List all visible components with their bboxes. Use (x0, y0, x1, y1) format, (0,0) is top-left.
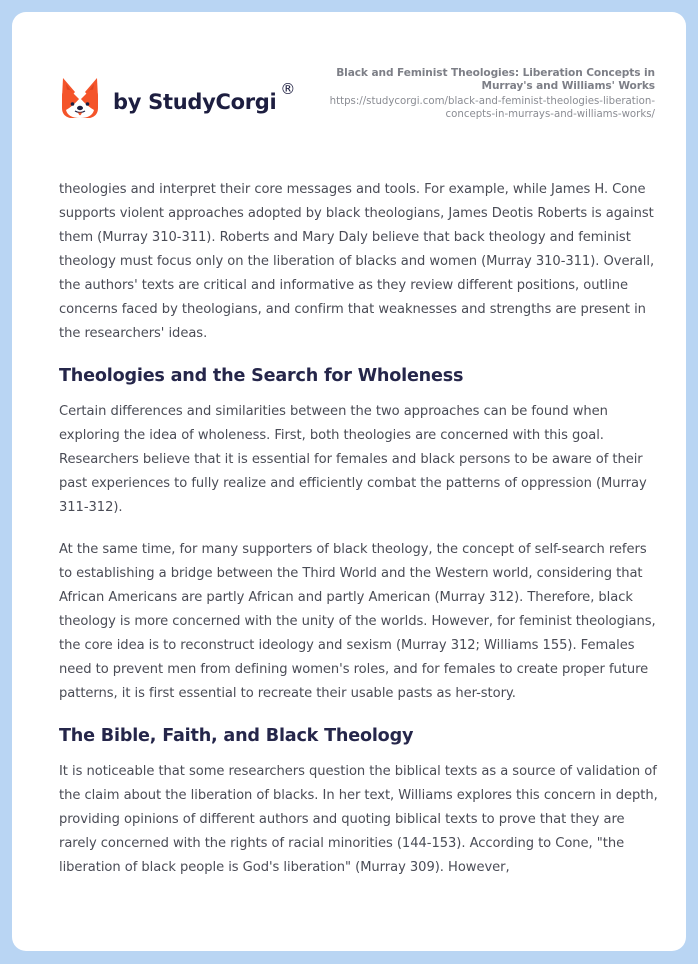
document-url[interactable]: https://studycorgi.com/black-and-feminist-theologies-liberation-concepts-in-murrays-and-williams-works/ (329, 96, 655, 120)
corgi-icon (60, 76, 100, 120)
studycorgi-logo[interactable] (60, 76, 295, 120)
article-body (59, 178, 659, 898)
section-heading-wholeness: Theologies and the Search for Wholeness (59, 366, 464, 386)
document-page (12, 12, 686, 951)
section-heading-bible-faith: The Bible, Faith, and Black Theology (59, 726, 414, 746)
document-title: Black and Feminist Theologies: Liberation Concepts in Murray's and Williams' Works (336, 67, 655, 92)
logo-text: by StudyCorgi (113, 90, 277, 114)
paragraph: Certain differences and similarities between the two approaches can be found when exploring the idea of wholeness. First, both theologies are concerned with this goal. Researchers believe that it is essential for females and black persons to be aware of their past experiences to fully realize and efficiently combat the patterns of oppression (Murray 311-312). (59, 404, 647, 515)
intro-paragraph: theologies and interpret their core messages and tools. For example, while James H. Cone supports violent approaches adopted by black theologians, James Deotis Roberts is against them (Murray 310-311). Roberts and Mary Daly believe that back theology and feminist theology must focus only on the liberation of blacks and women (Murray 310-311). Overall, the authors' texts are critical and informative as they review different positions, outline concerns faced by theologians, and confirm that weaknesses and strengths are present in the researchers' ideas. (59, 182, 655, 341)
paragraph: It is noticeable that some researchers question the biblical texts as a source of validation of the claim about the liberation of blacks. In her text, Williams explores this concern in depth, providing opinions of different authors and quoting biblical texts to prove that they are rarely concerned with the rights of racial minorities (144-153). According to Cone, "the liberation of black people is God's liberation" (Murray 309). However, (59, 764, 658, 875)
registered-mark: ® (280, 80, 296, 98)
document-meta (295, 67, 655, 121)
page-header (12, 12, 686, 162)
paragraph: At the same time, for many supporters of black theology, the concept of self-search refers to establishing a bridge between the Third World and the Western world, considering that African Americans are partly African and partly American (Murray 312). Therefore, black theology is more concerned with the unity of the worlds. However, for feminist theologians, the core idea is to reconstruct ideology and sexism (Murray 312; Williams 155). Females need to prevent men from defining women's roles, and for females to create proper future patterns, it is first essential to recreate their usable pasts as her-story. (59, 542, 656, 701)
